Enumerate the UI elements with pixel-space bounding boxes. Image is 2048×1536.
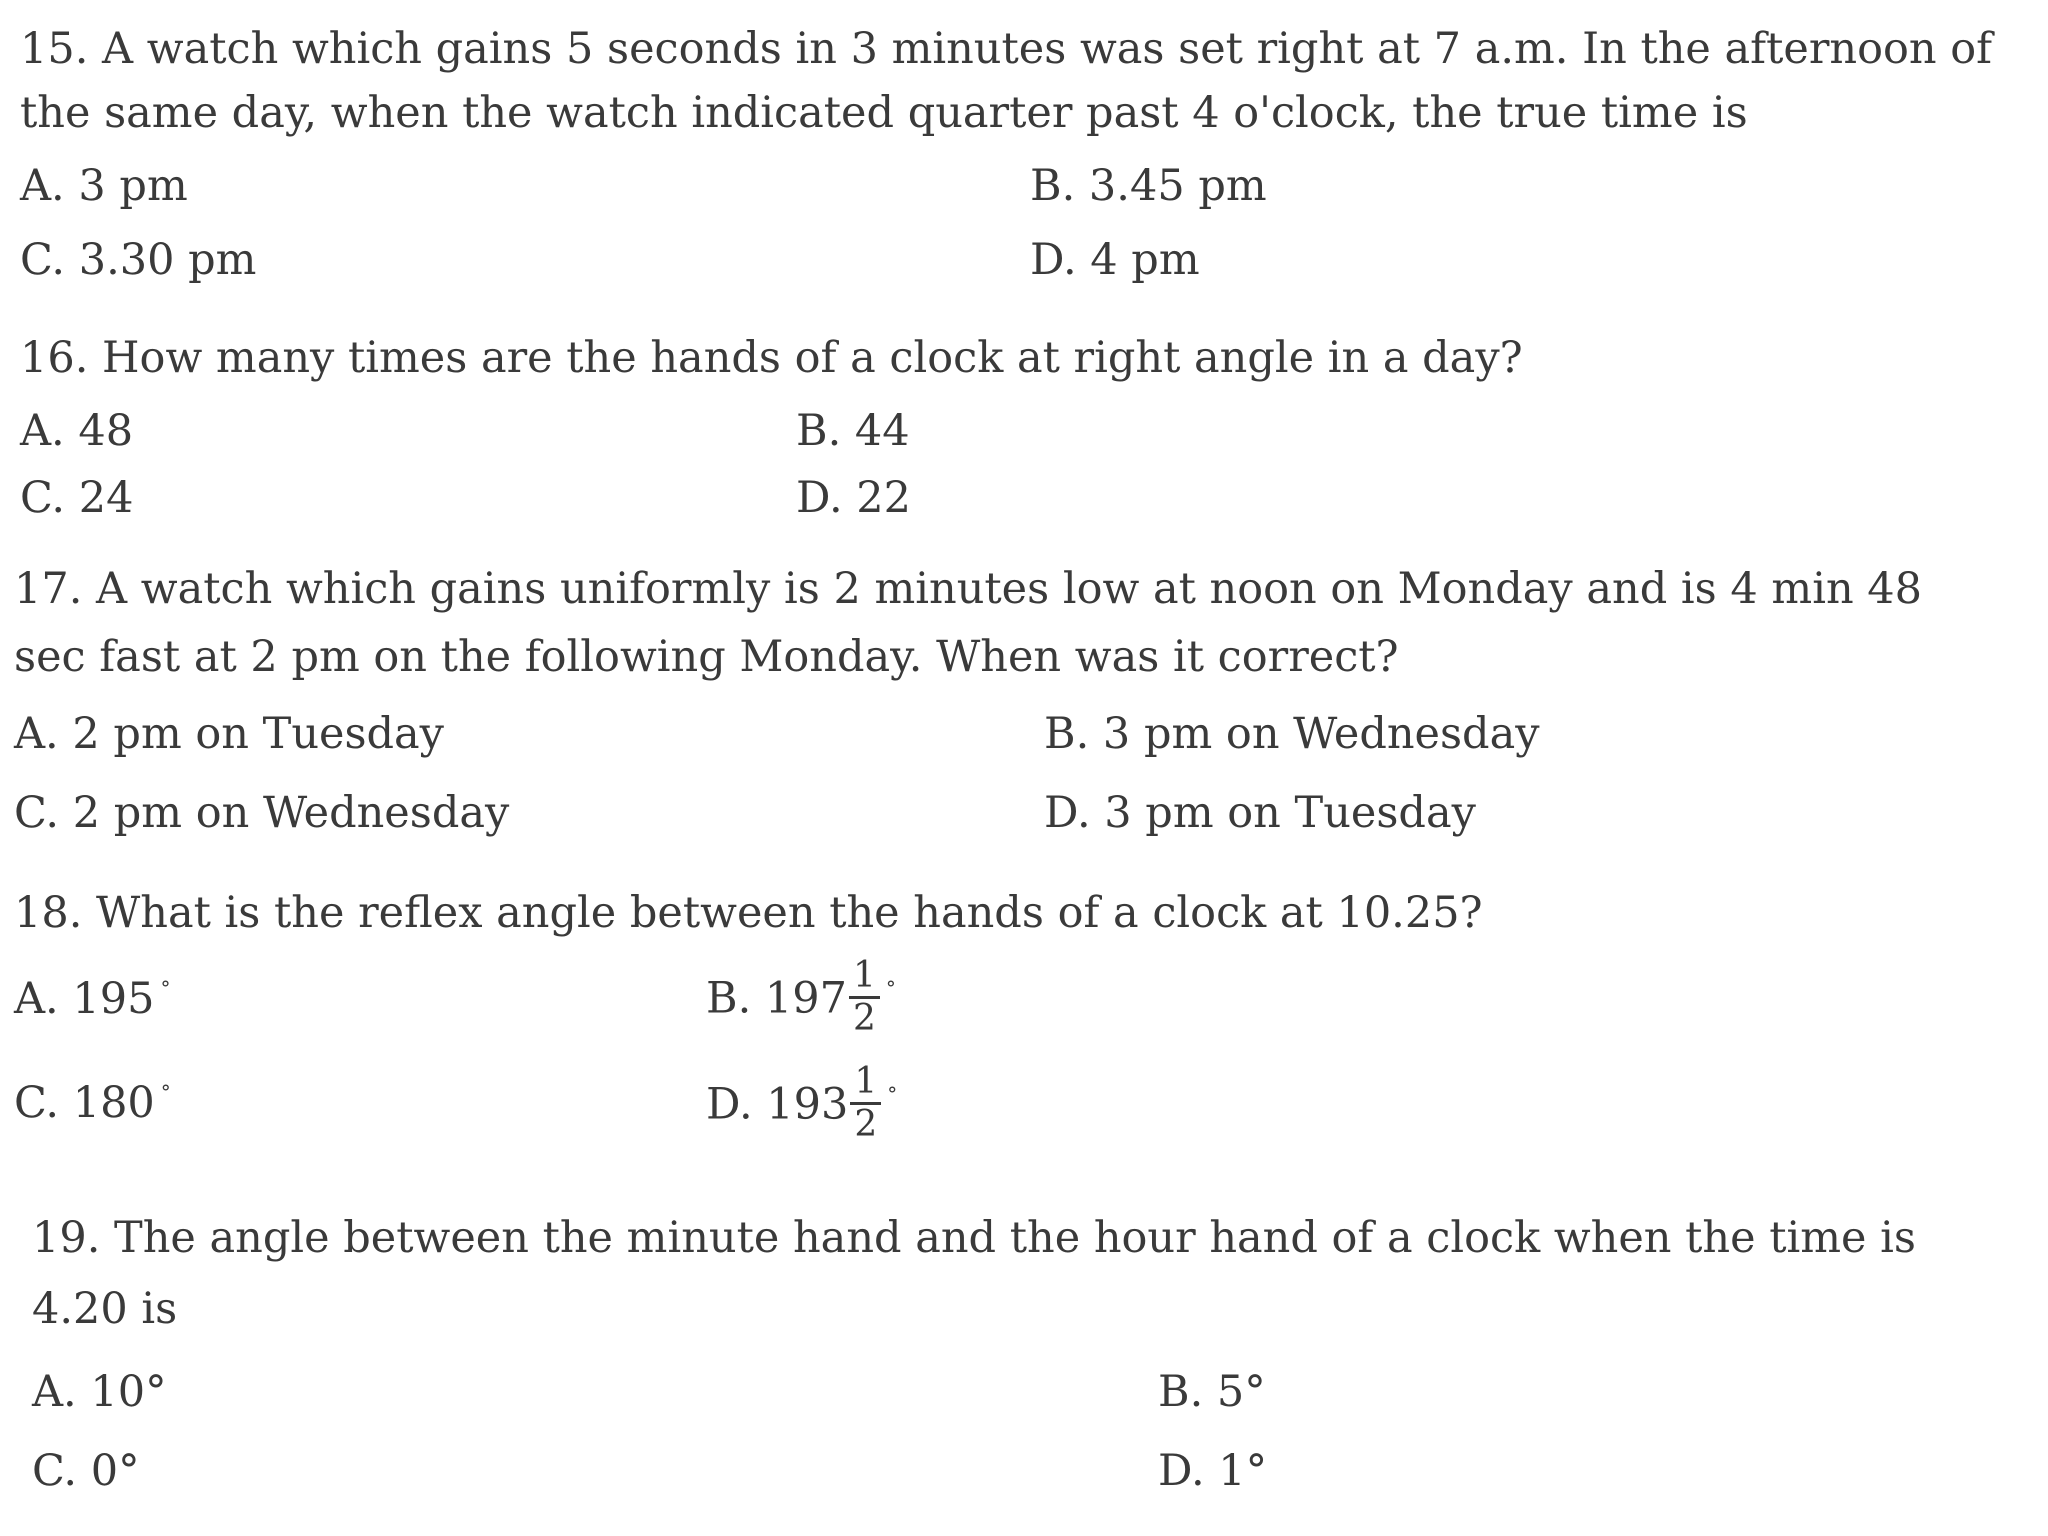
fraction-numerator: 1 [849,956,880,999]
question-16-option-d: D. 22 [796,473,911,523]
question-16-option-c: C. 24 [20,473,134,523]
question-18-line-1: 18. What is the reflex angle between the hands of a clock at 10.25? [14,888,1483,938]
question-19-option-d: D. 1° [1158,1446,1268,1496]
question-18-option-c [14,1076,171,1137]
degree-symbol: ° [160,976,171,1000]
fraction-numerator: 1 [850,1062,881,1105]
question-19-option-a: A. 10° [32,1367,167,1417]
question-18-option-b-whole: B. 197 [706,973,848,1024]
question-18-option-b [706,955,896,1043]
fraction-denominator: 2 [853,998,876,1039]
question-19-option-c: C. 0° [32,1446,140,1496]
question-17-line-1: 17. A watch which gains uniformly is 2 minutes low at noon on Monday and is 4 min 48 [14,564,1923,614]
question-16-line-1: 16. How many times are the hands of a clock at right angle in a day? [20,333,1523,383]
question-19-line-1: 19. The angle between the minute hand and the hour hand of a clock when the time is [32,1213,1916,1263]
question-15-option-d: D. 4 pm [1030,235,1200,285]
question-17-option-d: D. 3 pm on Tuesday [1044,788,1476,838]
degree-symbol: ° [885,975,896,1000]
degree-symbol: ° [887,1081,898,1106]
question-19-line-2: 4.20 is [32,1284,178,1334]
question-18-option-c-text: C. 180 [14,1078,155,1128]
degree-symbol: ° [160,1080,171,1104]
question-15-line-1: 15. A watch which gains 5 seconds in 3 minutes was set right at 7 a.m. In the afternoon of [20,24,1993,74]
question-18-option-d-whole: D. 193 [706,1079,849,1130]
question-17-option-a: A. 2 pm on Tuesday [14,709,444,759]
question-17-option-b: B. 3 pm on Wednesday [1044,709,1540,759]
question-17-option-c: C. 2 pm on Wednesday [14,788,510,838]
question-18-option-d [706,1061,898,1149]
question-19-option-b: B. 5° [1158,1367,1266,1417]
question-16-option-b: B. 44 [796,406,910,456]
question-18-option-a-text: A. 195 [14,974,155,1024]
question-18-option-d-fraction [850,1062,881,1145]
question-18-option-a [14,972,170,1033]
fraction-denominator: 2 [854,1104,878,1145]
question-16-option-a: A. 48 [20,406,134,456]
question-17-line-2: sec fast at 2 pm on the following Monday. When was it correct? [14,632,1399,682]
question-15-option-c: C. 3.30 pm [20,235,257,285]
question-15-option-a: A. 3 pm [20,161,188,211]
question-18-option-b-fraction [849,956,880,1039]
question-15-line-2: the same day, when the watch indicated quarter past 4 o'clock, the true time is [20,88,1748,138]
question-15-option-b: B. 3.45 pm [1030,161,1267,211]
